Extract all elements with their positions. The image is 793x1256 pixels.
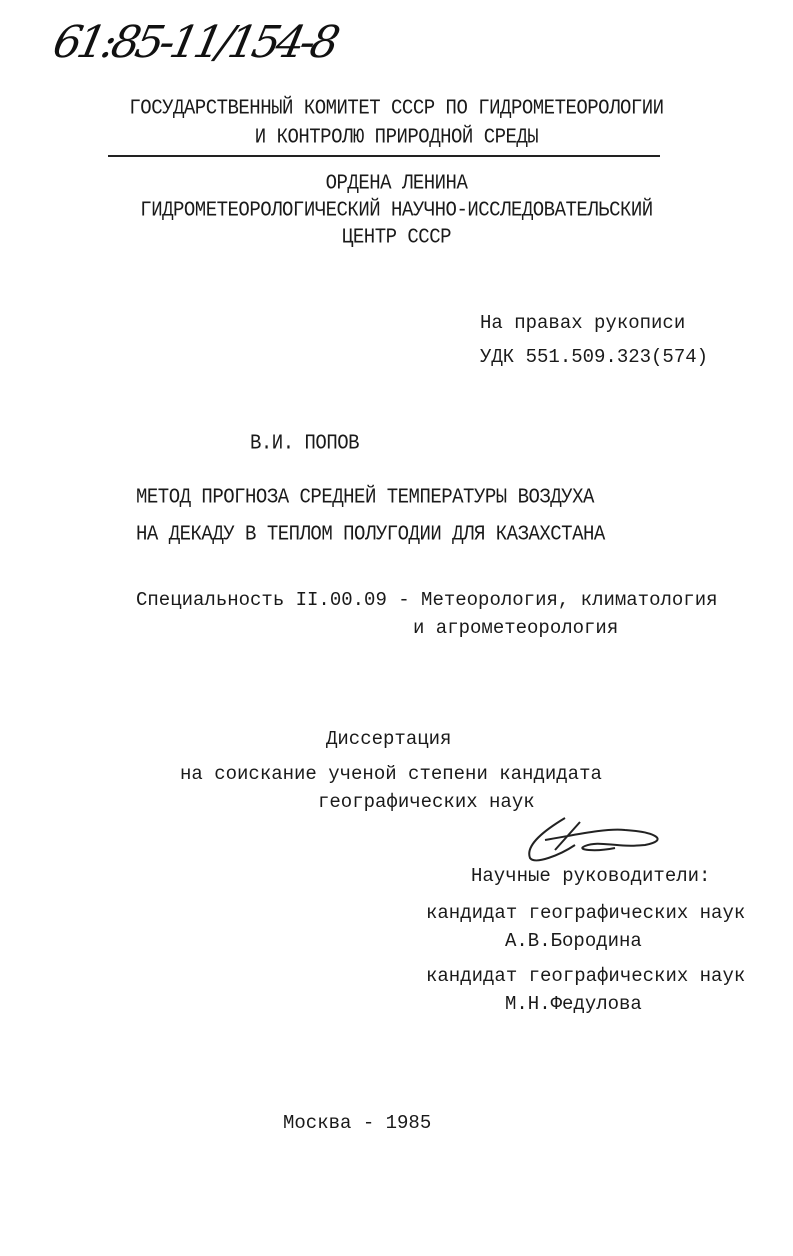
udk-code: УДК 551.509.323(574)	[480, 346, 709, 368]
handwritten-archive-number	[48, 5, 352, 75]
supervisor-2-degree: кандидат географических наук	[426, 965, 746, 987]
archive-number-text: 61:85-11/154-8	[48, 17, 345, 68]
author-name: В.И. ПОПОВ	[250, 430, 360, 456]
title-line-1: МЕТОД ПРОГНОЗА СРЕДНЕЙ ТЕМПЕРАТУРЫ ВОЗДУХА	[136, 484, 594, 510]
committee-line-2: И КОНТРОЛЮ ПРИРОДНОЙ СРЕДЫ	[254, 124, 539, 150]
handwritten-signature	[505, 810, 675, 870]
manuscript-rights: На правах рукописи	[480, 312, 686, 334]
institution-line-3: ЦЕНТР СССР	[341, 224, 452, 250]
institution-line-1: ОРДЕНА ЛЕНИНА	[325, 170, 468, 196]
committee-line-1: ГОСУДАРСТВЕННЫЙ КОМИТЕТ СССР ПО ГИДРОМЕТЕОРОЛОГИИ	[129, 95, 664, 121]
degree-sought: на соискание ученой степени кандидата	[180, 763, 602, 785]
degree-field: географических наук	[318, 791, 535, 813]
title-line-2: НА ДЕКАДУ В ТЕПЛОМ ПОЛУГОДИИ ДЛЯ КАЗАХСТАНА	[136, 521, 605, 547]
supervisor-1-name: А.В.Бородина	[505, 930, 642, 952]
header-divider	[108, 155, 660, 157]
supervisor-1-degree: кандидат географических наук	[426, 902, 746, 924]
institution-line-2: ГИДРОМЕТЕОРОЛОГИЧЕСКИЙ НАУЧНО-ИССЛЕДОВАТЕЛЬСКИЙ	[140, 197, 653, 223]
supervisor-2-name: М.Н.Федулова	[505, 993, 642, 1015]
specialty-line-1: Специальность II.00.09 - Метеорология, климатология	[136, 589, 718, 611]
supervisors-heading: Научные руководители:	[471, 865, 711, 887]
dissertation-label: Диссертация	[326, 728, 452, 750]
place-and-year: Москва - 1985	[283, 1112, 432, 1134]
specialty-line-2: и агрометеорология	[413, 617, 619, 639]
